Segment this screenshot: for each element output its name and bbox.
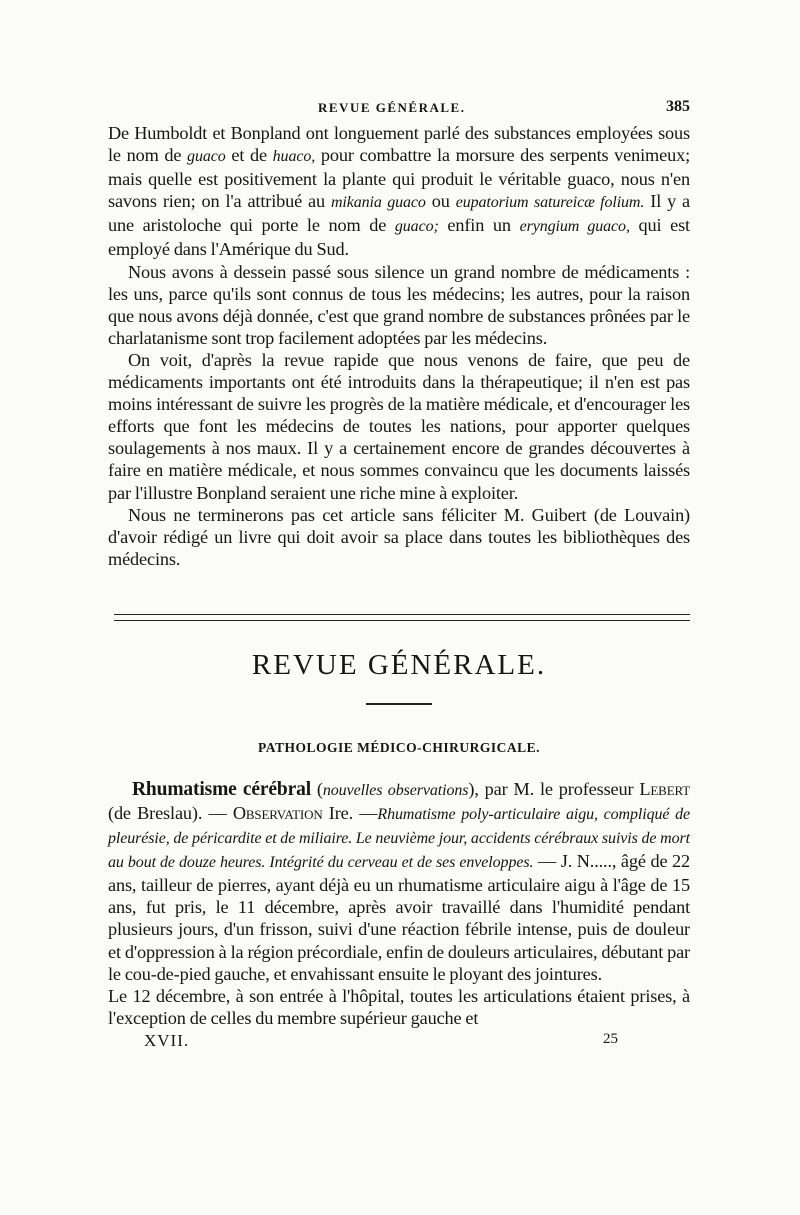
italic-run: Rhumatisme poly-articulaire aigu, compliqué de pleurésie, de péricardite et de miliaire. Le neuvième jour, accidents cérébraux suivis de mort au bout de douze heures. Intégrité du cerveau et de ses enveloppes.	[108, 805, 690, 872]
text-run: et de	[225, 145, 273, 166]
section-divider	[114, 614, 690, 621]
text-run: pour combattre la morsure des serpents venimeux; mais quelle est positivement la plante qui produit le véritable guaco, nous n'en savons rien; on l'a attribué au	[108, 145, 690, 212]
paragraph	[108, 349, 690, 504]
text-run: qui est employé dans l'Amérique du Sud.	[108, 215, 690, 260]
title-rule	[366, 703, 432, 705]
italic-run: guaco	[187, 148, 226, 166]
text-run: Nous avons à dessein passé sous silence un grand nombre de médicaments : les uns, parce qu'ils sont connus de tous les médecins; les autres, pour la raison que nous avons déjà donnée, c'est que grand nombre de substances prônées par le charlatanisme sont trop facilement adoptées par les médecins.	[108, 261, 690, 348]
top-text-body	[108, 122, 690, 570]
paragraph	[108, 261, 690, 349]
italic-run: eupatorium satureicæ folium.	[455, 194, 645, 212]
page	[108, 96, 690, 1055]
text-run: ), par M. le professeur	[468, 778, 640, 799]
running-head	[108, 96, 690, 122]
article-body	[108, 778, 690, 1029]
subsection-title: PATHOLOGIE MÉDICO-CHIRURGICALE.	[257, 739, 541, 755]
paragraph	[108, 122, 690, 261]
text-run: enfin un	[438, 215, 520, 236]
text-run: Ire. —	[322, 802, 378, 823]
italic-run: mikania guaco	[330, 194, 426, 212]
article-title: Rhumatisme cérébral	[132, 778, 311, 800]
text-run: (de Breslau). —	[108, 802, 233, 823]
text-run: (	[311, 778, 323, 799]
page-footer	[108, 1031, 690, 1055]
text-run: Il y a une aristoloche qui porte le nom de	[108, 191, 690, 236]
running-head-title: REVUE GÉNÉRALE.	[318, 100, 466, 115]
paragraph	[108, 504, 690, 570]
small-caps-run: Lebert	[639, 778, 691, 799]
text-run: Le 12 décembre, à son entrée à l'hôpital, toutes les articulations étaient prises, à l'exception de celles du membre supérieur gauche et	[108, 985, 690, 1028]
section-title: REVUE GÉNÉRALE.	[251, 648, 547, 681]
signature-mark: 25	[603, 1030, 618, 1047]
italic-run: nouvelles observations	[322, 781, 469, 799]
italic-run: guaco;	[394, 218, 439, 236]
paragraph	[108, 985, 690, 1029]
italic-run: huaco,	[272, 148, 316, 166]
paragraph	[108, 778, 690, 985]
page-number: 385	[666, 98, 690, 115]
text-run: De Humboldt et Bonpland ont longuement parlé des substances employées sous le nom de	[108, 123, 690, 166]
text-run: — J. N....., âgé de 22 ans, tailleur de pierres, ayant déjà eu un rhumatisme articulaire aigu à l'âge de 15 ans, fut pris, le 11 décembre, après avoir travaillé dans l'humidité pendant plusieurs jours, d'un frisson, suivi d'une réaction fébrile intense, puis de douleur et d'oppression à la région précordiale, enfin de douleurs articulaires, débutant par le cou-de-pied gauche, et envahissant ensuite le ployant des jointures.	[108, 851, 690, 984]
text-run: Nous ne terminerons pas cet article sans féliciter M. Guibert (de Louvain) d'avoir rédigé un livre qui doit avoir sa place dans toutes les bibliothèques des médecins.	[108, 504, 690, 569]
text-run: ou	[425, 191, 456, 212]
volume-number: XVII.	[144, 1030, 190, 1050]
text-run: On voit, d'après la revue rapide que nous venons de faire, que peu de médicaments importants ont été introduits dans la thérapeutique; il n'en est pas moins intéressant de suivre les progrès de la matière médicale, et d'encourager les efforts que font les médecins de toutes les nations, pour apporter quelques soulagements à nos maux. Il y a certainement encore de grandes découvertes à faire en matière médicale, et nous sommes convaincu que les documents laissés par l'illustre Bonpland seraient une riche mine à exploiter.	[108, 349, 690, 503]
small-caps-run: Observation	[232, 802, 323, 823]
italic-run: eryngium guaco,	[519, 218, 630, 236]
